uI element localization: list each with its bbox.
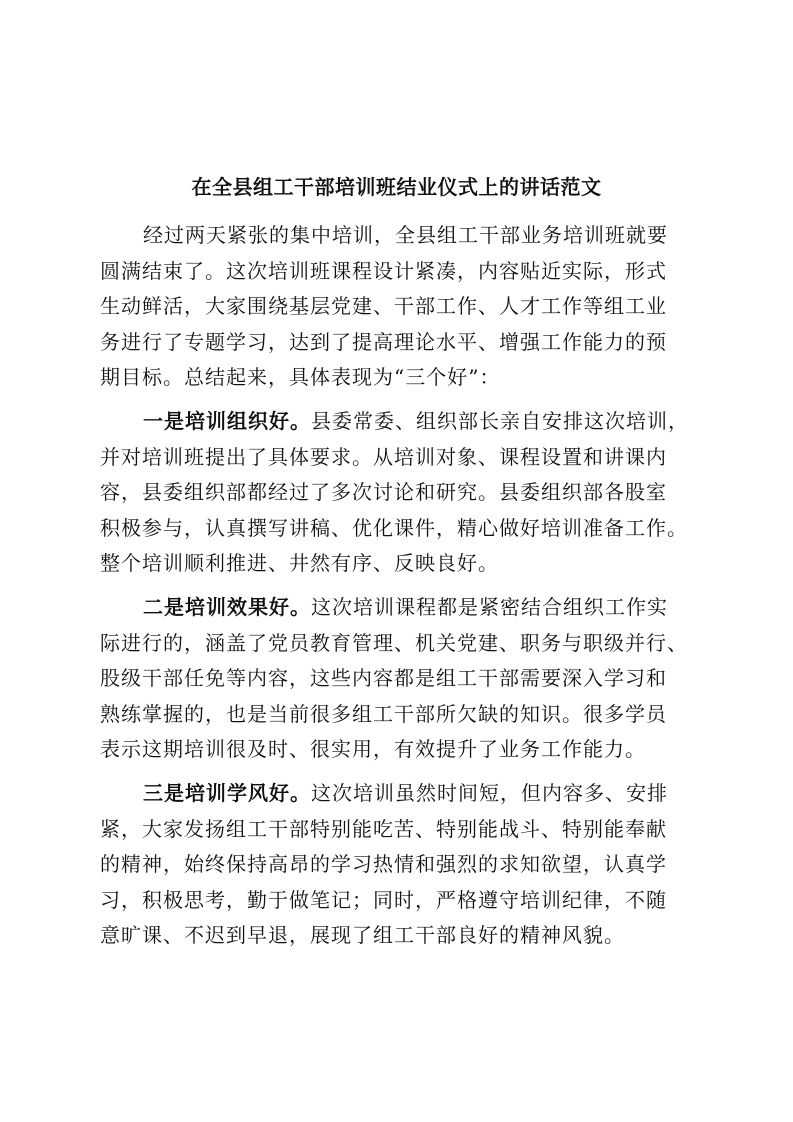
paragraph-line <box>100 849 667 879</box>
paragraph-line <box>100 291 667 321</box>
section-heading-lead: 一是培训组织好。 <box>143 409 311 433</box>
line-text: 熟练掌握的，也是当前很多组工干部所欠缺的知识。很多学员 <box>100 702 667 726</box>
line-text: 积极参与，认真撰写讲稿、优化课件，精心做好培训准备工作。 <box>100 516 688 540</box>
line-text: 并对培训班提出了具体要求。从培训对象、课程设置和讲课内 <box>100 445 667 469</box>
line-text: 务进行了专题学习，达到了提高理论水平、增强工作能力的预 <box>100 330 667 354</box>
line-text: 紧，大家发扬组工干部特别能吃苦、特别能战斗、特别能奉献 <box>100 817 667 841</box>
line-text: 股级干部任免等内容，这些内容都是组工干部需要深入学习和 <box>100 666 667 690</box>
line-text: 这次培训课程都是紧密结合组织工作实 <box>311 595 668 619</box>
line-text: 的精神，始终保持高昂的学习热情和强烈的求知欲望，认真学 <box>100 852 667 876</box>
document-title: 在全县组工干部培训班结业仪式上的讲话范文 <box>191 175 602 199</box>
line-text: 际进行的，涵盖了党员教育管理、机关党建、职务与职级并行、 <box>100 631 688 655</box>
paragraph-line <box>100 256 667 286</box>
paragraph-line <box>100 663 667 693</box>
paragraph-line <box>100 814 667 844</box>
paragraph-line <box>143 220 668 250</box>
paragraph-line <box>100 477 667 507</box>
line-text: 容，县委组织部都经过了多次讨论和研究。县委组织部各股室 <box>100 480 667 504</box>
paragraph-line <box>143 592 668 622</box>
section-heading-lead: 二是培训效果好。 <box>143 595 311 619</box>
paragraph-line <box>100 327 667 357</box>
paragraph-line <box>100 513 688 543</box>
line-text: 经过两天紧张的集中培训，全县组工干部业务培训班就要 <box>143 223 668 247</box>
paragraph-line <box>143 406 689 436</box>
line-text: 圆满结束了。这次培训班课程设计紧凑，内容贴近实际，形式 <box>100 259 667 283</box>
paragraph-line <box>100 442 667 472</box>
section-heading-lead: 三是培训学风好。 <box>143 781 311 805</box>
line-text: 表示这期培训很及时、很实用，有效提升了业务工作能力。 <box>100 737 646 761</box>
paragraph-line <box>143 778 668 808</box>
line-text: 习，积极思考，勤于做笔记；同时，严格遵守培训纪律，不随 <box>100 888 667 912</box>
paragraph-line <box>100 734 646 764</box>
line-text: 县委常委、组织部长亲自安排这次培训， <box>311 409 689 433</box>
line-text: 整个培训顺利推进、井然有序、反映良好。 <box>100 551 499 575</box>
paragraph-line <box>100 628 688 658</box>
line-text: 生动鲜活，大家围绕基层党建、干部工作、人才工作等组工业 <box>100 294 667 318</box>
line-text: 这次培训虽然时间短，但内容多、安排 <box>311 781 668 805</box>
paragraph-line <box>100 885 667 915</box>
paragraph-line <box>100 548 499 578</box>
paragraph-line <box>100 920 625 950</box>
line-text: 期目标。总结起来，具体表现为“三个好”： <box>100 365 501 389</box>
line-text: 意旷课、不迟到早退，展现了组工干部良好的精神风貌。 <box>100 923 625 947</box>
paragraph-line <box>100 699 667 729</box>
paragraph-line <box>100 362 500 392</box>
